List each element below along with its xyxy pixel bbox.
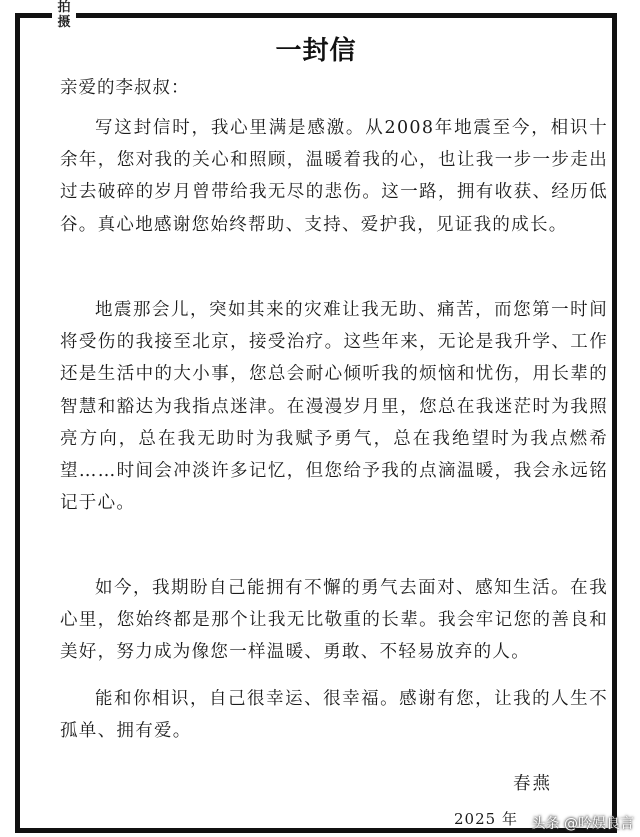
letter-paragraph-2: 地震那会儿，突如其来的灾难让我无助、痛苦，而您第一时间将受伤的我接至北京，接受治疗。这些年来，无论是我升学、工作还是生活中的大小事，您总会耐心倾听我的烦恼和忧伤，用长辈的智慧和豁达为我指点迷津。在漫漫岁月里，您总在我迷茫时为我照亮方向，总在我无助时为我赋予勇气，总在我绝望时为我点燃希望……时间会冲淡许多记忆，但您给予我的点滴温暖，我会永远铭记于心。 — [60, 300, 608, 514]
corner-mark-text: 拍摄 — [52, 0, 76, 30]
letter-frame — [15, 13, 617, 833]
letter-signature: 春燕 — [513, 774, 552, 794]
letter-date: 2025 年 — [454, 810, 518, 828]
letter-paragraph-1: 写这封信时，我心里满是感激。从2008年地震至今，相识十余年，您对我的关心和照顾，温暖着我的心，也让我一步一步走出过去破碎的岁月曾带给我无尽的悲伤。这一路，拥有收获、经历低谷。真心地感谢您始终帮助、支持、爱护我，见证我的成长。 — [60, 118, 608, 235]
source-watermark: 头条 @吟娱良言 — [531, 816, 634, 832]
letter-paragraph-4: 能和你相识，自己很幸运、很幸福。感谢有您，让我的人生不孤单、拥有爱。 — [60, 689, 608, 742]
letter-salutation: 亲爱的李叔叔： — [60, 78, 190, 98]
letter-title: 一封信 — [275, 36, 357, 66]
letter-paragraph-3: 如今，我期盼自己能拥有不懈的勇气去面对、感知生活。在我心里，您始终都是那个让我无比敬重的长辈。我会牢记您的善良和美好，努力成为像您一样温暖、勇敢、不轻易放弃的人。 — [60, 578, 608, 663]
